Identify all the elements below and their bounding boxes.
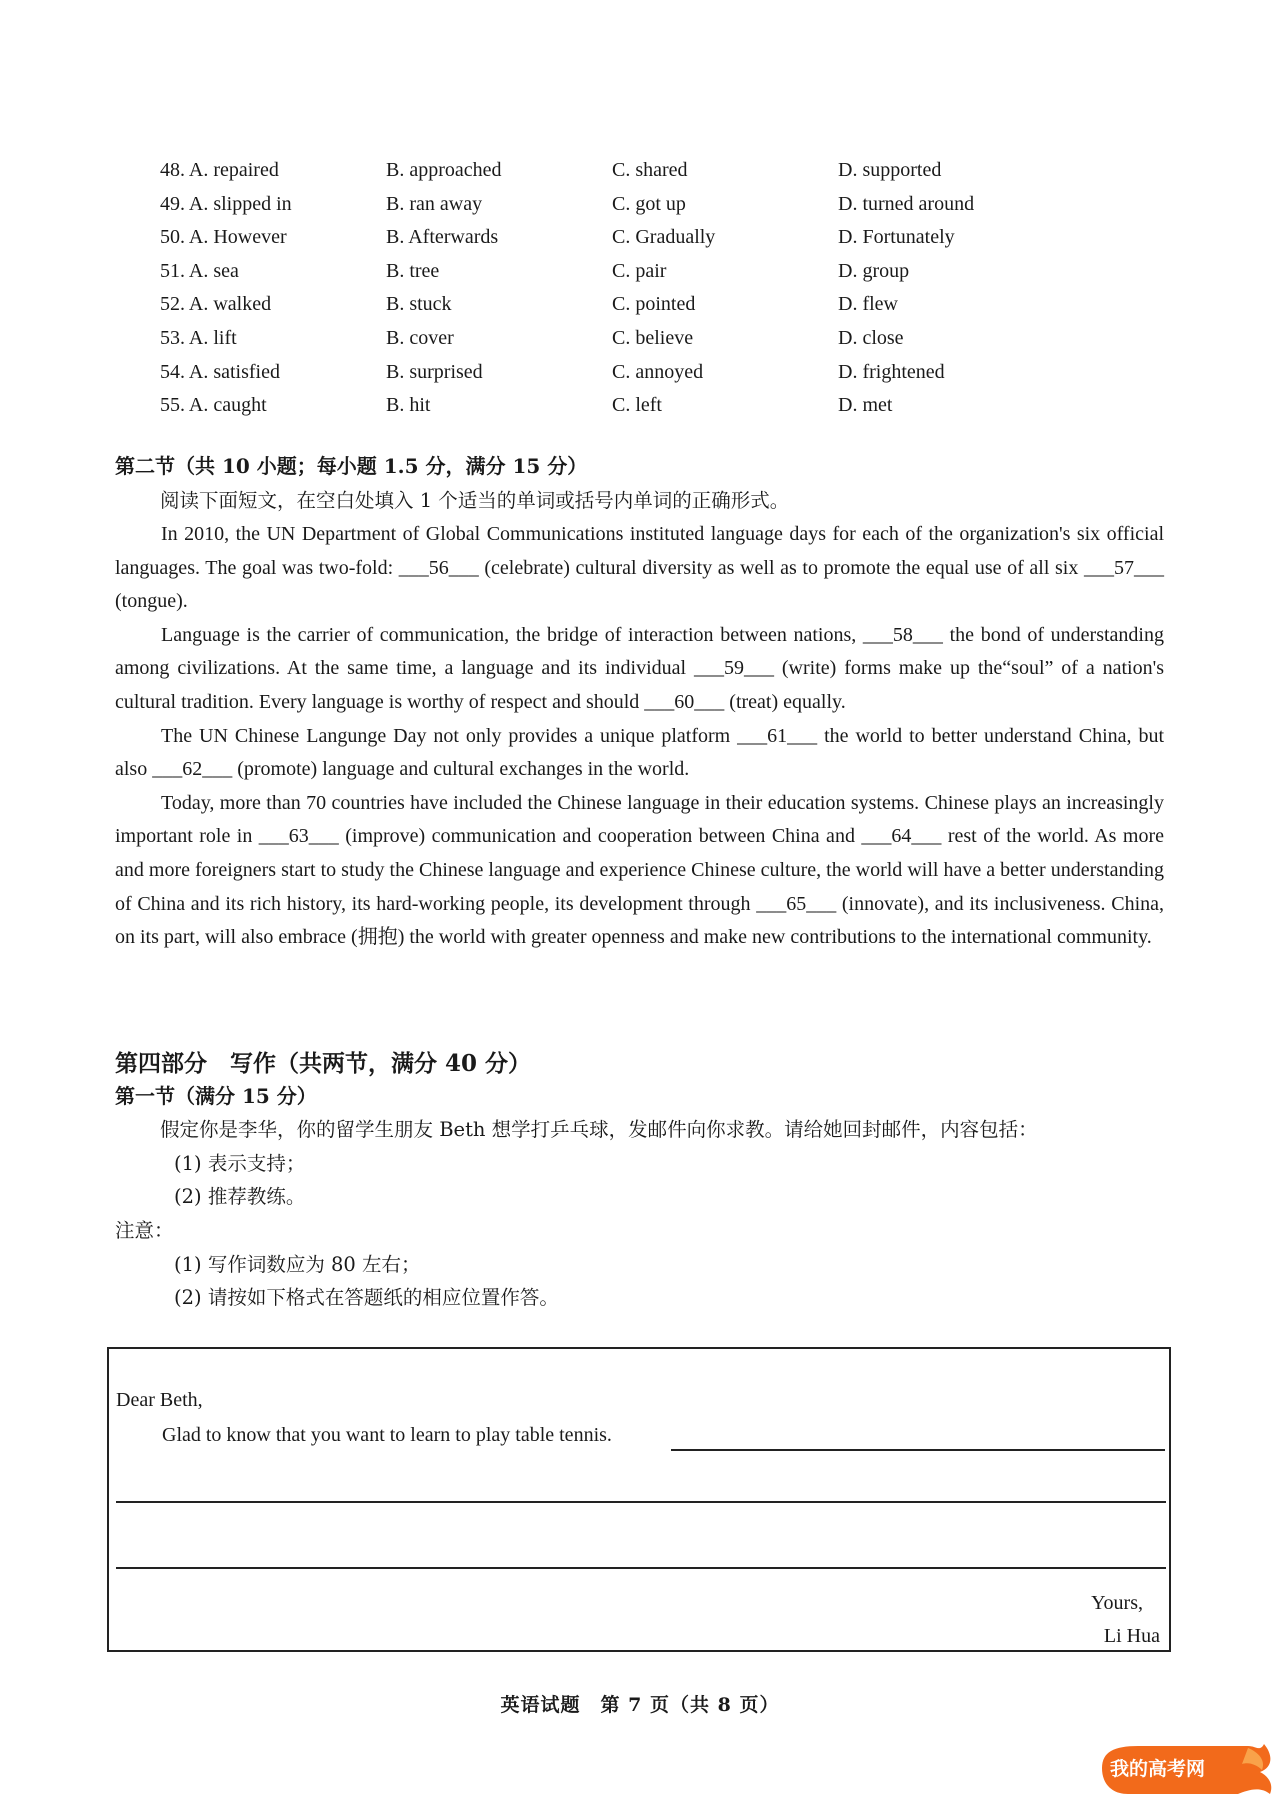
passage-paragraph: Language is the carrier of communication, the bridge of interaction between nations, ___58___ the bond of understanding among civilizations. At the same time, a language and its individual ___59___ (write) forms make up the“soul” of a nation's cultural tradition. Every language is worthy of respect and should ___60___ (treat) equally. <box>115 623 1164 713</box>
option: C. pair <box>612 259 667 282</box>
writing-prompt: 假定你是李华，你的留学生朋友 Beth 想学打乒乓球，发邮件向你求教。请给她回封邮件，内容包括： <box>160 1118 1038 1141</box>
option: D. frightened <box>838 360 945 383</box>
option: C. annoyed <box>612 360 704 383</box>
letter-closing: Yours, <box>1091 1592 1143 1614</box>
option: 54. A. satisfied <box>160 360 280 383</box>
site-watermark-logo <box>1098 1738 1278 1800</box>
question-49-options <box>160 188 1040 222</box>
question-50-options <box>160 221 1040 255</box>
note-item: (2) 请按如下格式在答题纸的相应位置作答。 <box>174 1286 559 1309</box>
passage-paragraph: In 2010, the UN Department of Global Communications instituted language days for each of the organization's six official languages. The goal was two-fold: ___56___ (celebrate) cultural diversity as well as to promote the equal use of all six ___57___ (tongue). <box>115 523 1164 613</box>
letter-signature: Li Hua <box>1103 1625 1160 1647</box>
option: B. tree <box>386 259 440 282</box>
option: 48. A. repaired <box>160 159 279 181</box>
answer-letter-box <box>107 1347 1171 1652</box>
option: D. supported <box>838 159 942 181</box>
option: D. group <box>838 259 910 282</box>
option: C. believe <box>612 326 694 349</box>
option: B. Afterwards <box>386 226 499 249</box>
option: D. met <box>838 394 893 417</box>
writing-blank-line[interactable] <box>116 1567 1166 1569</box>
letter-greeting: Dear Beth, <box>116 1389 203 1411</box>
note-item: (1) 写作词数应为 80 左右； <box>174 1253 421 1276</box>
option: C. Gradually <box>612 226 716 249</box>
page-footer: 英语试题 第 7 页（共 8 页） <box>500 1694 780 1716</box>
watermark-text: 我的高考网 <box>1110 1758 1206 1780</box>
option: C. shared <box>612 159 688 181</box>
question-51-options <box>160 255 1040 289</box>
option: B. hit <box>386 394 431 417</box>
option: B. ran away <box>386 192 483 215</box>
option: B. surprised <box>386 360 483 383</box>
passage-paragraph: The UN Chinese Langunge Day not only provides a unique platform ___61___ the world to better understand China, but also ___62___ (promote) language and cultural exchanges in the world. <box>115 724 1164 781</box>
option: B. cover <box>386 326 454 349</box>
question-53-options <box>160 322 1040 356</box>
option: 49. A. slipped in <box>160 192 292 215</box>
writing-point: (2) 推荐教练。 <box>174 1185 306 1208</box>
option: 50. A. However <box>160 226 287 249</box>
option: B. stuck <box>386 293 452 316</box>
question-48-options <box>160 154 1040 188</box>
section-2-heading: 第二节（共 10 小题；每小题 1.5 分，满分 15 分） <box>115 454 588 478</box>
option: D. close <box>838 326 904 349</box>
option: C. pointed <box>612 293 696 316</box>
option: 55. A. caught <box>160 394 267 417</box>
question-52-options <box>160 288 1040 322</box>
note-label: 注意： <box>115 1219 174 1242</box>
section-2-instruction: 阅读下面短文，在空白处填入 1 个适当的单词或括号内单词的正确形式。 <box>160 489 790 512</box>
option: D. turned around <box>838 192 975 215</box>
option: 53. A. lift <box>160 326 237 349</box>
question-54-options <box>160 356 1040 390</box>
writing-blank-line[interactable] <box>671 1449 1165 1451</box>
writing-point: (1) 表示支持； <box>174 1152 306 1175</box>
option: C. left <box>612 394 662 417</box>
part-4-heading: 第四部分 写作（共两节，满分 40 分） <box>115 1050 532 1077</box>
letter-opening: Glad to know that you want to learn to play table tennis. <box>162 1424 612 1446</box>
question-55-options <box>160 389 1040 423</box>
answer-options <box>160 154 1040 423</box>
option: D. flew <box>838 293 898 316</box>
option: B. approached <box>386 159 502 181</box>
option: D. Fortunately <box>838 226 955 249</box>
option: 52. A. walked <box>160 293 272 316</box>
option: C. got up <box>612 192 686 215</box>
cloze-passage <box>115 518 1164 955</box>
writing-blank-line[interactable] <box>116 1501 1166 1503</box>
writing-section-1-heading: 第一节（满分 15 分） <box>115 1084 317 1108</box>
passage-paragraph: Today, more than 70 countries have included the Chinese language in their education systems. Chinese plays an increasingly important role in ___63___ (improve) communication and cooperation between China and ___64___ rest of the world. As more and more foreigners start to study the Chinese language and experience Chinese culture, the world will have a better understanding of China and its rich history, its hard-working people, its development through ___65___ (innovate), and its inclusiveness. China, on its part, will also embrace (拥抱) the world with greater openness and make new contributions to the international community. <box>115 791 1164 949</box>
option: 51. A. sea <box>160 259 239 282</box>
